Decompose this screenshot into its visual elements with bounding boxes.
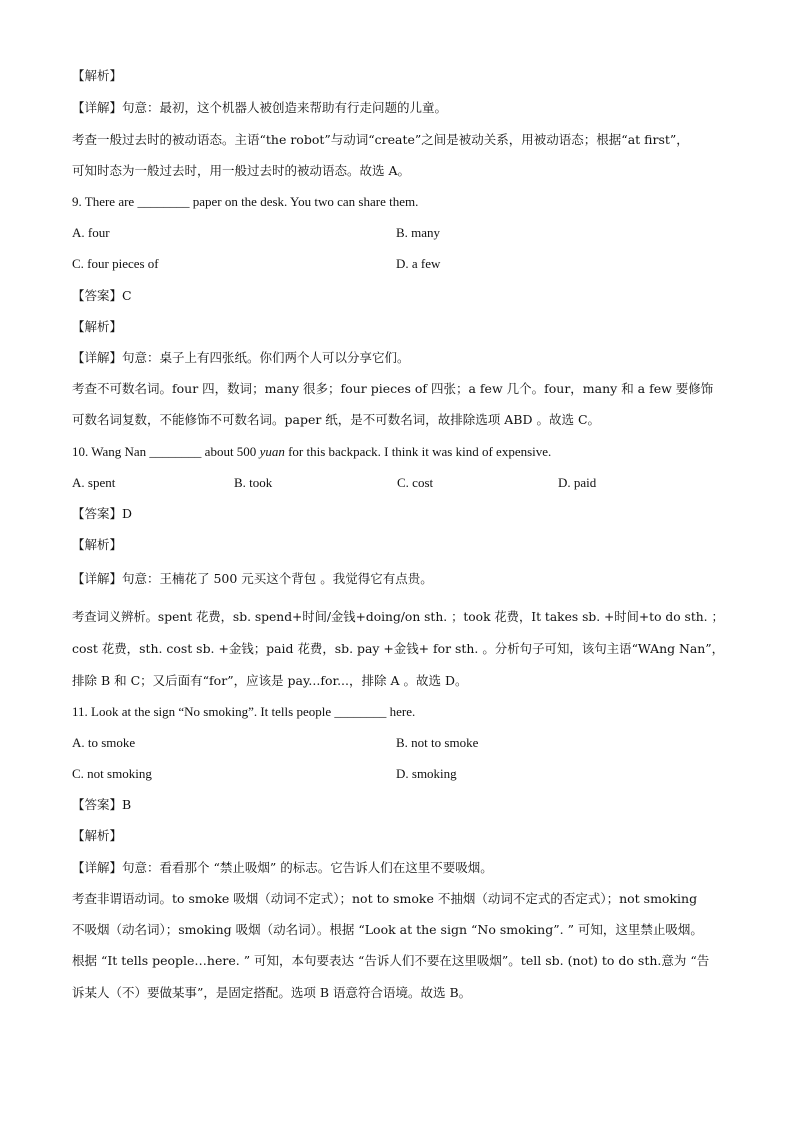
stem-text: 10. Wang Nan ________ about 500 [72, 444, 260, 459]
stem-text: for this backpack. I think it was kind of expensive. [284, 444, 552, 459]
option-d: D. paid [558, 475, 597, 490]
option-a: A. four [72, 225, 110, 240]
analysis-label: 【解析】 [72, 537, 123, 552]
stem-italic-word: yuan [259, 444, 285, 459]
answer-label: 【答案】C [72, 288, 132, 303]
question-11-stem: 11. Look at the sign “No smoking”. It tells people ________ here. [72, 704, 416, 719]
option-a: A. to smoke [72, 735, 136, 750]
detail-explanation: 【详解】句意：最初，这个机器人被创造来帮助有行走问题的儿童。 [72, 100, 448, 115]
option-c: C. not smoking [72, 766, 152, 781]
option-c: C. four pieces of [72, 256, 159, 271]
explanation-line: 考查词义辨析。spent 花费，sb. spend+时间/金钱+doing/on sth. ；took 花费，It takes sb. +时间+to do sth. ； [72, 609, 724, 624]
option-b: B. many [396, 225, 441, 240]
analysis-label: 【解析】 [72, 828, 123, 843]
option-c: C. cost [397, 475, 434, 490]
explanation-line: 诉某人（不）要做某事”，是固定搭配。选项 B 语意符合语境。故选 B。 [72, 985, 472, 1000]
option-b: B. not to smoke [396, 735, 479, 750]
detail-explanation: 【详解】句意：王楠花了 500 元买这个背包 。我觉得它有点贵。 [72, 571, 433, 586]
answer-label: 【答案】D [72, 506, 133, 521]
option-b: B. took [234, 475, 273, 490]
detail-explanation: 【详解】句意：看看那个 “禁止吸烟” 的标志。它告诉人们在这里不要吸烟。 [72, 860, 493, 875]
question-10-stem [72, 444, 551, 460]
explanation-line: cost 花费，sth. cost sb. +金钱；paid 花费，sb. pay +金钱+ for sth. 。分析句子可知，该句主语“WAng Nan”， [72, 641, 725, 656]
question-9-stem: 9. There are ________ paper on the desk. You two can share them. [72, 194, 419, 209]
analysis-label: 【解析】 [72, 68, 123, 83]
explanation-line: 考查非谓语动词。to smoke 吸烟（动词不定式）；not to smoke 不抽烟（动词不定式的否定式）；not smoking [72, 891, 698, 906]
explanation-line: 可数名词复数，不能修饰不可数名词。paper 纸，是不可数名词，故排除选项 ABD 。故选 C。 [72, 412, 601, 427]
explanation-line: 排除 B 和 C；又后面有“for”，应该是 pay...for...，排除 A 。故选 D。 [72, 673, 468, 688]
option-d: D. a few [396, 256, 441, 271]
answer-label: 【答案】B [72, 797, 132, 812]
explanation-line: 考查一般过去时的被动语态。主语“the robot”与动词“create”之间是被动关系，用被动语态；根据“at first”， [72, 132, 689, 147]
option-a: A. spent [72, 475, 116, 490]
explanation-line: 可知时态为一般过去时，用一般过去时的被动语态。故选 A。 [72, 163, 411, 178]
option-d: D. smoking [396, 766, 457, 781]
explanation-line: 根据 “It tells people…here. ” 可知，本句要表达 “告诉人们不要在这里吸烟”。tell sb. (not) to do sth.意为 “告 [72, 953, 710, 968]
detail-explanation: 【详解】句意：桌子上有四张纸。你们两个人可以分享它们。 [72, 350, 410, 365]
analysis-label: 【解析】 [72, 319, 123, 334]
explanation-line: 考查不可数名词。four 四，数词；many 很多；four pieces of 四张；a few 几个。four，many 和 a few 要修饰 [72, 381, 714, 396]
explanation-line: 不吸烟（动名词）；smoking 吸烟（动名词）。根据 “Look at the sign “No smoking”. ” 可知，这里禁止吸烟。 [72, 922, 703, 937]
